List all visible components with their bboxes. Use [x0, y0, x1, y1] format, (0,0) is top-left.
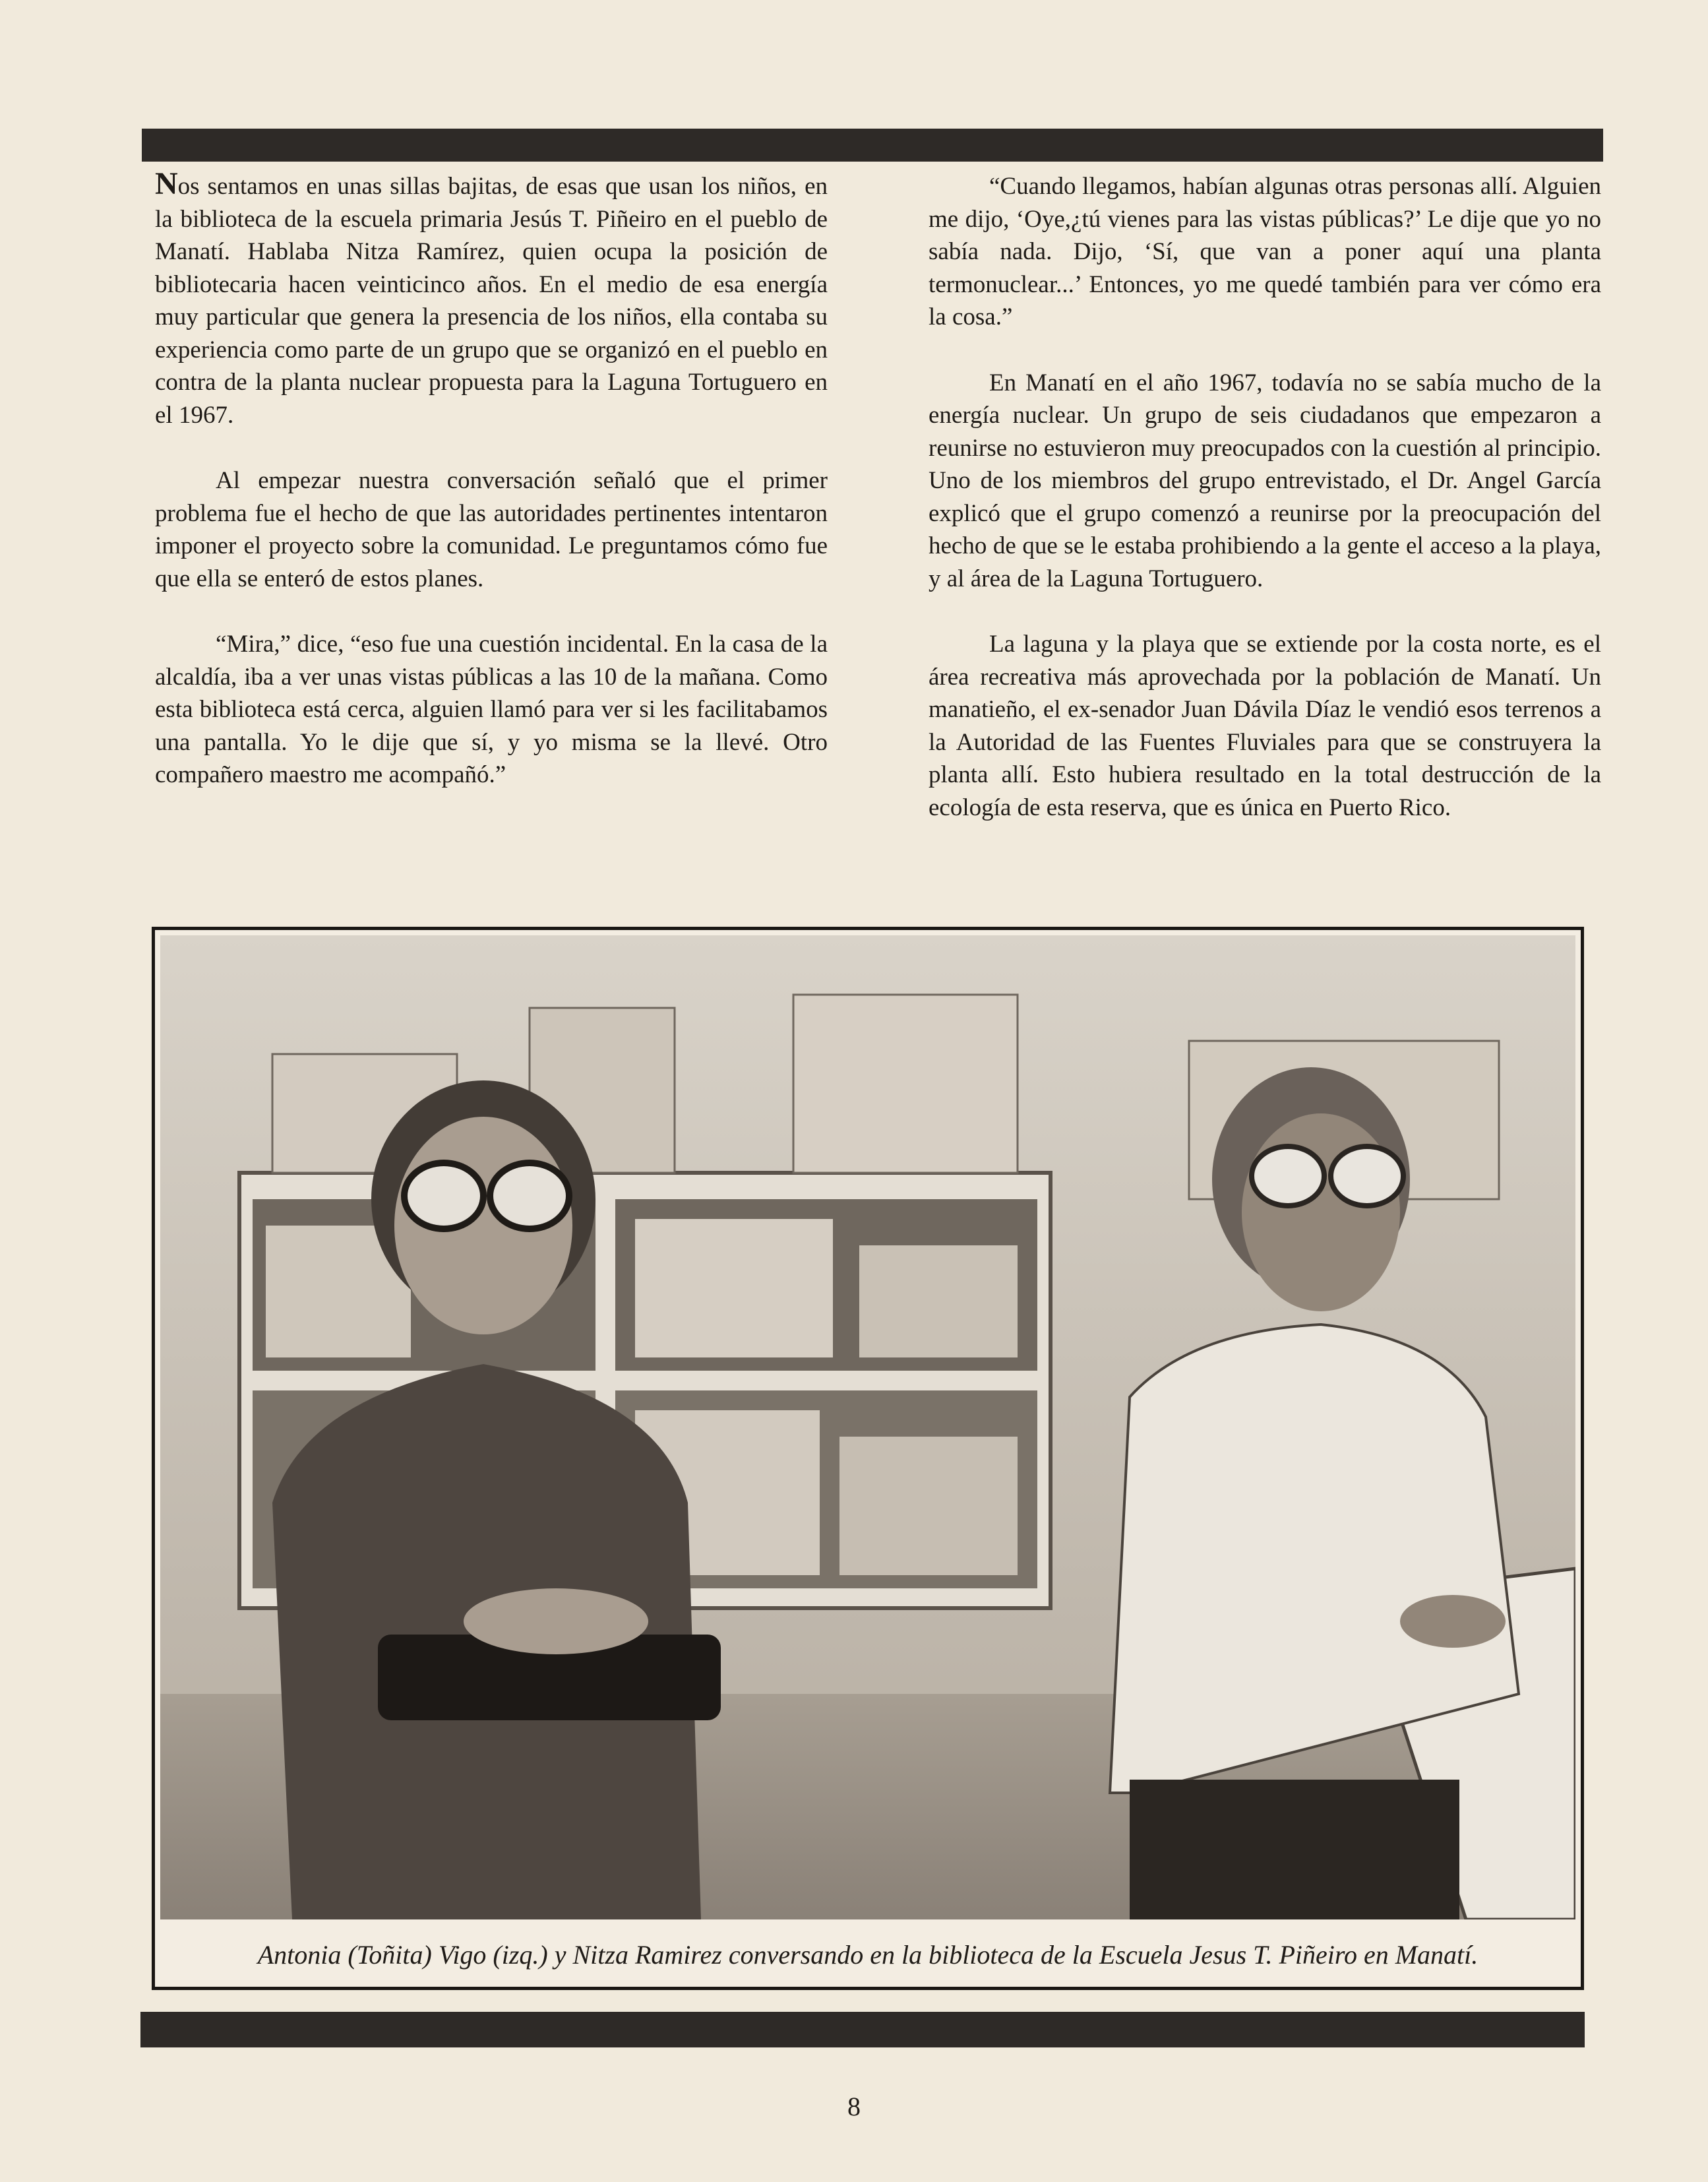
top-rule-bar — [142, 129, 1603, 162]
paragraph-text: os sentamos en unas sillas bajitas, de esas que usan los niños, en la biblioteca de la escuela primaria Jesús T. Piñeiro en el pueblo de Manatí. Hablaba Nitza Ramírez, quien ocupa la posición de bibliotecaria hacen veinticinco años. En el medio de esa energía muy particular que genera la presencia de los niños, ella contaba su experiencia como parte de un grupo que se organizó en el pueblo en contra de la planta nuclear propuesta para la Laguna Tortuguero en el 1967. — [155, 173, 828, 429]
page-number: 8 — [847, 2092, 861, 2121]
paragraph: Al empezar nuestra conversación señaló que el primer problema fue el hecho de que las autoridades pertinentes intentaron imponer el proyecto sobre la comunidad. Le preguntamos cómo fue que ella se enteró de estos planes. — [155, 467, 828, 592]
paragraph — [155, 166, 828, 431]
bottom-rule-bar — [140, 2012, 1585, 2047]
paragraph: “Cuando llegamos, habían algunas otras personas allí. Alguien me dijo, ‘Oye,¿tú vienes para las vistas públicas?’ Le dije que yo no sabía nada. Dijo, ‘Sí, que van a poner aquí una planta termonuclear...’ Entonces, yo me quedé también para ver cómo era la cosa.” — [929, 173, 1601, 330]
paragraph: La laguna y la playa que se extiende por la costa norte, es el área recreativa más aprovechada por la población de Manatí. Un manatieño, el ex-senador Juan Dávila Díaz le vendió esos terrenos a la Autoridad de las Fuentes Fluviales para que se construyera la planta allí. Esto hubiera resultado en la total destrucción de la ecología de esta reserva, que es única en Puerto Rico. — [929, 631, 1601, 821]
paragraph: En Manatí en el año 1967, todavía no se sabía mucho de la energía nuclear. Un grupo de seis ciudadanos que empezaron a reunirse no estuvieron muy preocupados con la cuestión al principio. Uno de los miembros del grupo entrevistado, el Dr. Angel García explicó que el grupo comenzó a reunirse por la preocupación del hecho de que se le estaba prohibiendo a la gente el acceso a la playa, y al área de la Laguna Tortuguero. — [929, 369, 1601, 592]
paragraph: “Mira,” dice, “eso fue una cuestión incidental. En la casa de la alcaldía, iba a ver unas vistas públicas a las 10 de la mañana. Como esta biblioteca está cerca, alguien llamó para ver si les facilitabamos una pantalla. Yo le dije que sí, y yo misma se la llevé. Otro compañero maestro me acompañó.” — [155, 631, 828, 788]
right-column — [929, 170, 1601, 857]
photo-illustration — [160, 935, 1575, 1919]
photo-caption: Antonia (Toñita) Vigo (izq.) y Nitza Ramirez conversando en la biblioteca de la Escuela Jesus T. Piñeiro en Manatí. — [257, 1940, 1479, 1970]
left-column — [155, 166, 828, 825]
photo-frame — [152, 927, 1584, 1990]
drop-cap: N — [155, 166, 178, 201]
photograph-two-women-in-library — [160, 935, 1575, 1919]
